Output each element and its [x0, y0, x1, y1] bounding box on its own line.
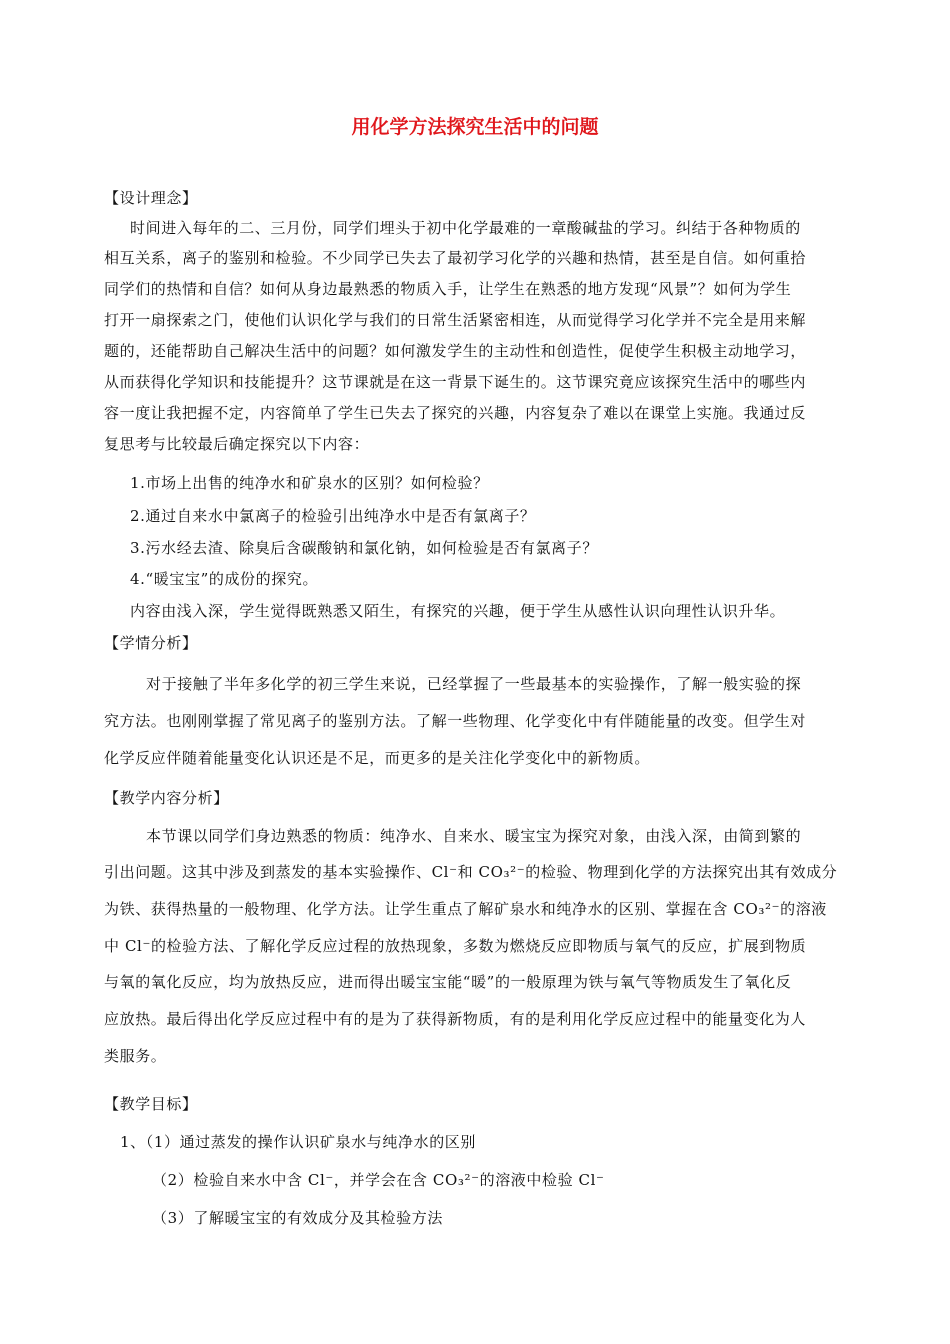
paragraph-line: 复思考与比较最后确定探究以下内容： [104, 435, 370, 453]
paragraph-line: 与氧的氧化反应，均为放热反应，进而得出暖宝宝能“暖”的一般原理为铁与氧气等物质发生了氧化反 [104, 973, 792, 991]
list-item: 1.市场上出售的纯净水和矿泉水的区别？如何检验？ [130, 474, 489, 492]
section-heading-analysis: 【学情分析】 [104, 634, 198, 652]
list-item: 4.“暖宝宝”的成份的探究。 [130, 570, 319, 588]
paragraph-line: 究方法。也刚刚掌握了常见离子的鉴别方法。了解一些物理、化学变化中有伴随能量的改变。但学生对 [104, 712, 807, 730]
list-item: 1、（1）通过蒸发的操作认识矿泉水与纯净水的区别 [120, 1133, 476, 1151]
paragraph-line: 内容由浅入深，学生觉得既熟悉又陌生，有探究的兴趣，便于学生从感性认识向理性认识升华。 [130, 602, 786, 620]
paragraph-line: 应放热。最后得出化学反应过程中有的是为了获得新物质，有的是利用化学反应过程中的能量变化为人 [104, 1010, 807, 1028]
paragraph-line: 题的，还能帮助自己解决生活中的问题？如何激发学生的主动性和创造性，促使学生积极主动地学习， [104, 342, 807, 360]
paragraph-line: 打开一扇探索之门，使他们认识化学与我们的日常生活紧密相连，从而觉得学习化学并不完全是用来解 [104, 311, 807, 329]
paragraph-line: 对于接触了半年多化学的初三学生来说，已经掌握了一些最基本的实验操作，了解一般实验的探 [146, 675, 802, 693]
list-item: 3.污水经去渣、除臭后含碳酸钠和氯化钠，如何检验是否有氯离子？ [130, 539, 598, 557]
section-heading-content: 【教学内容分析】 [104, 789, 229, 807]
list-item: （3）了解暖宝宝的有效成分及其检验方法 [152, 1209, 443, 1227]
paragraph-line: 相互关系，离子的鉴别和检验。不少同学已失去了最初学习化学的兴趣和热情，甚至是自信。如何重拾 [104, 249, 807, 267]
document-title: 用化学方法探究生活中的问题 [351, 116, 599, 138]
paragraph-line: 为铁、获得热量的一般物理、化学方法。让学生重点了解矿泉水和纯净水的区别、掌握在含 CO₃²⁻的溶液 [104, 900, 827, 918]
paragraph-line: 容一度让我把握不定，内容简单了学生已失去了探究的兴趣，内容复杂了难以在课堂上实施。我通过反 [104, 404, 807, 422]
paragraph-line: 同学们的热情和自信？如何从身边最熟悉的物质入手，让学生在熟悉的地方发现“风景”？如何为学生 [104, 280, 792, 298]
section-heading-design: 【设计理念】 [104, 189, 198, 207]
list-item: 2.通过自来水中氯离子的检验引出纯净水中是否有氯离子？ [130, 507, 536, 525]
paragraph-line: 时间进入每年的二、三月份，同学们埋头于初中化学最难的一章酸碱盐的学习。纠结于各种物质的 [130, 219, 801, 237]
paragraph-line: 本节课以同学们身边熟悉的物质：纯净水、自来水、暖宝宝为探究对象，由浅入深，由简到繁的 [146, 827, 802, 845]
section-heading-goals: 【教学目标】 [104, 1095, 198, 1113]
paragraph-line: 化学反应伴随着能量变化认识还是不足，而更多的是关注化学变化中的新物质。 [104, 749, 651, 767]
paragraph-line: 引出问题。这其中涉及到蒸发的基本实验操作、Cl⁻和 CO₃²⁻的检验、物理到化学的方法探究出其有效成分 [104, 863, 838, 881]
list-item: （2）检验自来水中含 Cl⁻，并学会在含 CO₃²⁻的溶液中检验 Cl⁻ [152, 1171, 605, 1189]
paragraph-line: 中 Cl⁻的检验方法、了解化学反应过程的放热现象，多数为燃烧反应即物质与氧气的反应，扩展到物质 [104, 937, 807, 955]
paragraph-line: 从而获得化学知识和技能提升？这节课就是在这一背景下诞生的。这节课究竟应该探究生活中的哪些内 [104, 373, 807, 391]
paragraph-line: 类服务。 [104, 1047, 167, 1065]
